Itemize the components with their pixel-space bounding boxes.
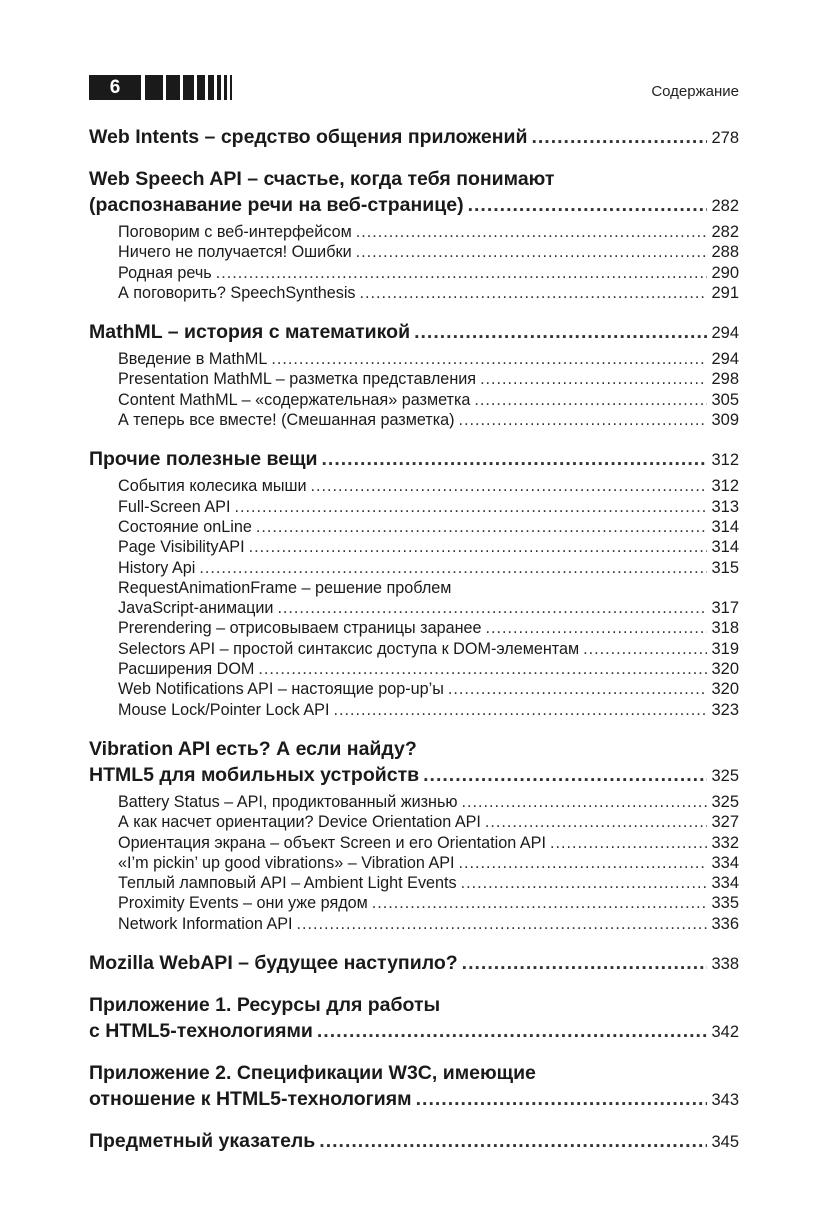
- toc-section-line: [89, 833, 739, 853]
- toc-section-line: [89, 659, 739, 679]
- running-head: Содержание: [651, 83, 739, 100]
- toc-section-line: [89, 792, 739, 812]
- toc-leader-dots: [480, 369, 707, 389]
- toc-page-number: 325: [711, 766, 739, 785]
- toc-section-line: [89, 476, 739, 496]
- toc-page-number: 319: [711, 639, 739, 658]
- header-bars-decoration: [145, 75, 235, 100]
- toc-page-number: 290: [711, 263, 739, 282]
- toc-entry-title: Прочие полезные вещи: [89, 448, 318, 471]
- toc-entry-title: А поговорить? SpeechSynthesis: [118, 283, 356, 302]
- toc-page-number: 305: [711, 390, 739, 409]
- toc-leader-dots: [256, 517, 708, 537]
- toc-leader-dots: [462, 950, 708, 976]
- toc-page-number: 314: [711, 517, 739, 536]
- toc-leader-dots: [322, 446, 708, 472]
- toc-leader-dots: [199, 558, 707, 578]
- toc-entry-title: Web Notifications API – настоящие pop-up’ы: [118, 680, 444, 699]
- toc-entry-title: (распознавание речи на веб-странице): [89, 194, 464, 216]
- toc-leader-dots: [459, 853, 708, 873]
- toc-page-number: 282: [711, 197, 739, 215]
- toc-leader-dots: [234, 497, 707, 517]
- toc-entry-title: Приложение 2. Спецификации W3C, имеющие: [89, 1062, 536, 1085]
- toc-entry-title: RequestAnimationFrame – решение проблем: [118, 578, 452, 597]
- toc-leader-dots: [258, 659, 707, 679]
- toc-page-number: 294: [711, 350, 739, 369]
- toc-entry-title: History Api: [118, 558, 196, 577]
- toc-entry-title: Selectors API – простой синтаксис доступа к DOM-элементам: [118, 639, 580, 658]
- toc-page-number: 345: [711, 1133, 739, 1152]
- toc-page-number: 342: [711, 1023, 739, 1042]
- toc-entry-title: Proximity Events – они уже рядом: [118, 894, 368, 913]
- toc-chapter-line: [89, 762, 739, 788]
- toc-section-line: [89, 639, 739, 659]
- toc-leader-dots: [372, 893, 708, 913]
- toc-page-number: 323: [711, 700, 739, 719]
- toc-entry-title: А как насчет ориентации? Device Orientation API: [118, 813, 481, 832]
- toc-entry-title: Presentation MathML – разметка представления: [118, 370, 477, 389]
- toc-entry-title: Расширения DOM: [118, 660, 255, 679]
- toc-leader-dots: [468, 192, 708, 218]
- toc-section-line: [89, 349, 739, 369]
- toc-leader-dots: [333, 700, 707, 720]
- toc-entry-title: Web Speech API – счастье, когда тебя понимают: [89, 168, 555, 190]
- toc-entry-title: HTML5 для мобильных устройств: [89, 763, 420, 786]
- toc-leader-dots: [583, 639, 707, 659]
- toc-chapter-line: [89, 1086, 739, 1112]
- toc-page-number: 334: [711, 853, 739, 872]
- toc-leader-dots: [319, 1128, 707, 1154]
- toc-entry-title: Mouse Lock/Pointer Lock API: [118, 700, 330, 719]
- toc-entry-title: MathML – история с математикой: [89, 321, 411, 344]
- toc-leader-dots: [271, 349, 707, 369]
- toc-chapter-line: [89, 992, 739, 1018]
- toc-section-line: [89, 558, 739, 578]
- toc-entry-title: Vibration API есть? А если найду?: [89, 737, 417, 760]
- toc-chapter-line: [89, 1018, 739, 1044]
- toc-leader-dots: [423, 762, 707, 788]
- toc-chapter-line: [89, 950, 739, 976]
- toc-leader-dots: [414, 319, 707, 345]
- toc-entry-title: Состояние onLine: [118, 517, 252, 536]
- toc-chapter-line: [89, 736, 739, 762]
- toc-leader-dots: [448, 679, 708, 699]
- toc-leader-dots: [531, 124, 707, 150]
- toc-page-number: 318: [711, 619, 739, 638]
- toc-entry-title: Battery Status – API, продиктованный жизнью: [118, 792, 458, 811]
- toc-entry-title: А теперь все вместе! (Смешанная разметка): [118, 411, 455, 430]
- toc-entry-title: Web Intents – средство общения приложений: [89, 126, 528, 148]
- toc-leader-dots: [311, 476, 708, 496]
- toc-page-number: 314: [711, 538, 739, 557]
- toc-entry-title: Mozilla WebAPI – будущее наступило?: [89, 952, 458, 975]
- toc-entry-title: JavaScript-анимации: [118, 599, 274, 618]
- toc-chapter-line: [89, 446, 739, 472]
- toc-section-line: [89, 700, 739, 720]
- toc-section-line: [89, 914, 739, 934]
- toc-leader-dots: [486, 618, 708, 638]
- toc-page-number: 335: [711, 894, 739, 913]
- toc-section-line: [89, 263, 739, 283]
- toc-leader-dots: [474, 390, 707, 410]
- toc-section-line: [89, 893, 739, 913]
- toc-leader-dots: [249, 537, 708, 557]
- toc-entry-title: Ориентация экрана – объект Screen и его Orientation API: [118, 833, 546, 852]
- toc-chapter-line: [89, 166, 739, 192]
- toc-section-line: [89, 222, 739, 242]
- toc-section-line: [89, 598, 739, 618]
- toc-page-number: 294: [711, 324, 739, 343]
- toc-chapter-line: [89, 1128, 739, 1154]
- toc-page-number: 291: [711, 283, 739, 302]
- toc-chapter-line: [89, 192, 739, 218]
- toc-entry-title: Page VisibilityAPI: [118, 538, 245, 557]
- toc-section-line: [89, 578, 739, 598]
- toc-section-line: [89, 812, 739, 832]
- toc-leader-dots: [356, 222, 708, 242]
- toc-chapter-line: [89, 1060, 739, 1086]
- toc-page-number: 327: [711, 813, 739, 832]
- toc-page-number: 320: [711, 660, 739, 679]
- toc-page-number: 320: [711, 680, 739, 699]
- toc-page-number: 343: [711, 1091, 739, 1110]
- toc-page-number: 309: [711, 411, 739, 430]
- toc-section-line: [89, 410, 739, 430]
- toc-section-line: [89, 390, 739, 410]
- toc-leader-dots: [459, 410, 708, 430]
- toc-leader-dots: [277, 598, 707, 618]
- toc-entry-title: с HTML5-технологиями: [89, 1020, 313, 1043]
- toc-entry-title: Prerendering – отрисовываем страницы заранее: [118, 619, 482, 638]
- toc-entry-title: Ничего не получается! Ошибки: [118, 243, 352, 262]
- toc-leader-dots: [360, 283, 708, 303]
- toc-page-number: 298: [711, 370, 739, 389]
- toc-section-line: [89, 618, 739, 638]
- toc-page-number: 313: [711, 497, 739, 516]
- toc-entry-title: Приложение 1. Ресурсы для работы: [89, 994, 441, 1017]
- toc-entry-title: «I’m pickin’ up good vibrations» – Vibration API: [118, 853, 455, 872]
- toc-section-line: [89, 537, 739, 557]
- toc-chapter-line: [89, 319, 739, 345]
- toc-page-number: 336: [711, 914, 739, 933]
- toc-leader-dots: [216, 263, 708, 283]
- toc-leader-dots: [550, 833, 708, 853]
- toc-leader-dots: [317, 1018, 708, 1044]
- toc-section-line: [89, 497, 739, 517]
- table-of-contents: [89, 124, 739, 1154]
- page-header: [89, 75, 739, 101]
- toc-page-number: 312: [711, 477, 739, 496]
- toc-section-line: [89, 873, 739, 893]
- toc-section-line: [89, 517, 739, 537]
- toc-leader-dots: [297, 914, 708, 934]
- toc-chapter-line: [89, 124, 739, 150]
- toc-page-number: 315: [711, 558, 739, 577]
- toc-entry-title: Теплый ламповый API – Ambient Light Events: [118, 874, 457, 893]
- toc-leader-dots: [356, 242, 708, 262]
- toc-entry-title: отношение к HTML5-технологиям: [89, 1088, 412, 1111]
- toc-section-line: [89, 679, 739, 699]
- toc-page-number: 332: [711, 833, 739, 852]
- toc-page-number: 288: [711, 243, 739, 262]
- toc-entry-title: Full-Screen API: [118, 497, 231, 516]
- toc-leader-dots: [416, 1086, 708, 1112]
- toc-page-number: 278: [711, 129, 739, 147]
- toc-leader-dots: [461, 873, 708, 893]
- toc-section-line: [89, 242, 739, 262]
- toc-entry-title: Network Information API: [118, 914, 293, 933]
- toc-page-number: 334: [711, 874, 739, 893]
- toc-leader-dots: [485, 812, 708, 832]
- page-number: 6: [89, 75, 141, 100]
- toc-section-line: [89, 853, 739, 873]
- toc-page-number: 338: [711, 955, 739, 974]
- toc-entry-title: Content MathML – «содержательная» разметка: [118, 390, 471, 409]
- toc-entry-title: События колесика мыши: [118, 477, 307, 496]
- toc-entry-title: Поговорим с веб-интерфейсом: [118, 223, 352, 241]
- toc-section-line: [89, 369, 739, 389]
- toc-entry-title: Введение в MathML: [118, 350, 268, 369]
- toc-leader-dots: [462, 792, 708, 812]
- toc-page-number: 312: [711, 451, 739, 470]
- toc-section-line: [89, 283, 739, 303]
- toc-page-number: 325: [711, 792, 739, 811]
- toc-page-number: 317: [711, 599, 739, 618]
- toc-entry-title: Предметный указатель: [89, 1130, 316, 1153]
- toc-page-number: 282: [711, 223, 739, 241]
- toc-entry-title: Родная речь: [118, 263, 212, 282]
